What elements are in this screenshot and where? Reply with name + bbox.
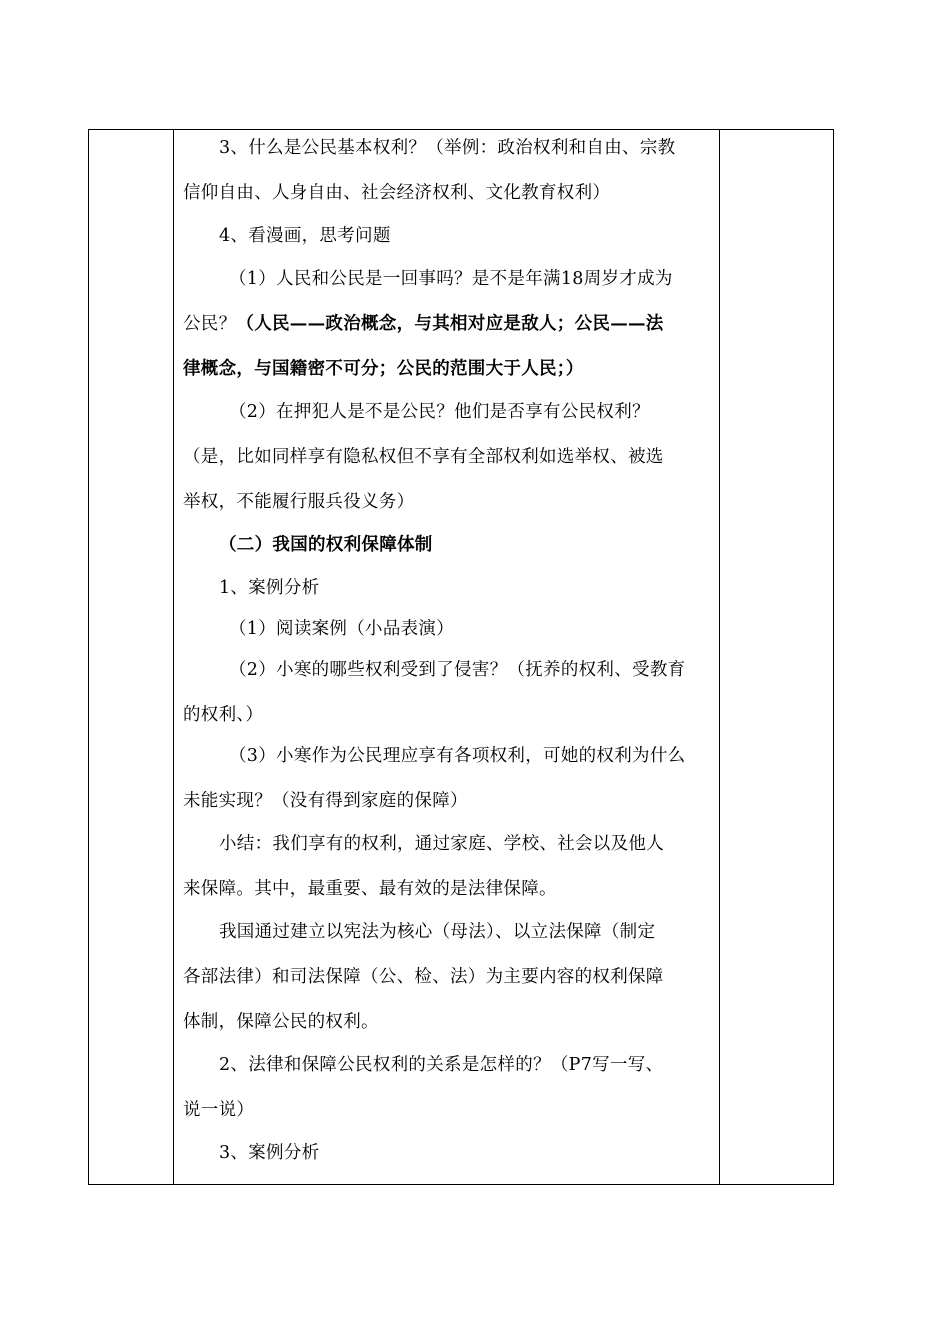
text-span: 小结：我们享有的权利，通过家庭、学校、社会以及他人 bbox=[219, 834, 664, 854]
text-span: （1）人民和公民是一回事吗？是不是年满18周岁才成为 bbox=[229, 269, 673, 289]
text-line bbox=[219, 137, 675, 159]
text-line bbox=[183, 313, 664, 335]
column-divider-right bbox=[719, 130, 720, 1184]
text-line bbox=[229, 659, 685, 681]
text-span: 1、案例分析 bbox=[219, 578, 320, 598]
text-span: （1）阅读案例（小品表演） bbox=[229, 619, 455, 639]
bold-text: （人民——政治概念，与其相对应是敌人；公民——法 bbox=[236, 314, 664, 334]
text-line bbox=[219, 833, 664, 855]
text-line bbox=[219, 577, 319, 599]
text-line bbox=[229, 268, 673, 290]
text-span: 举权，不能履行服兵役义务） bbox=[183, 492, 415, 512]
text-line bbox=[229, 745, 685, 767]
text-line bbox=[183, 491, 414, 513]
text-span: 未能实现？（没有得到家庭的保障） bbox=[183, 791, 468, 811]
text-line bbox=[183, 966, 664, 988]
text-line bbox=[219, 921, 655, 943]
text-span: 我国通过建立以宪法为核心（母法）、以立法保障（制定 bbox=[219, 922, 656, 942]
text-span: 3、案例分析 bbox=[219, 1143, 320, 1163]
text-line bbox=[183, 358, 584, 380]
text-span: 公民？ bbox=[183, 314, 237, 334]
text-line bbox=[229, 401, 650, 423]
text-line bbox=[183, 182, 610, 204]
bold-text: 律概念，与国籍密不可分；公民的范围大于人民；） bbox=[183, 359, 584, 379]
text-span: （是，比如同样享有隐私权但不享有全部权利如选举权、被选 bbox=[183, 447, 664, 467]
text-span: 各部法律）和司法保障（公、检、法）为主要内容的权利保障 bbox=[183, 967, 664, 987]
text-span: 4、看漫画，思考问题 bbox=[219, 226, 391, 246]
text-line bbox=[183, 704, 263, 726]
text-line bbox=[183, 1011, 379, 1033]
text-line bbox=[183, 446, 664, 468]
text-line bbox=[219, 534, 433, 556]
text-line bbox=[219, 1054, 663, 1076]
text-span: 3、什么是公民基本权利？（举例：政治权利和自由、宗教 bbox=[219, 138, 676, 158]
text-span: （2）小寒的哪些权利受到了侵害？（抚养的权利、受教育 bbox=[229, 660, 686, 680]
text-span: 来保障。其中，最重要、最有效的是法律保障。 bbox=[183, 879, 557, 899]
text-line bbox=[229, 618, 454, 640]
text-span: （3）小寒作为公民理应享有各项权利，可她的权利为什么 bbox=[229, 746, 686, 766]
text-span: 说一说） bbox=[183, 1100, 255, 1120]
text-span: （2）在押犯人是不是公民？他们是否享有公民权利？ bbox=[229, 402, 650, 422]
text-line bbox=[183, 878, 557, 900]
text-line bbox=[183, 1099, 254, 1121]
column-divider-left bbox=[173, 130, 174, 1184]
text-line bbox=[219, 1142, 319, 1164]
text-span: 体制，保障公民的权利。 bbox=[183, 1012, 379, 1032]
text-span: 2、法律和保障公民权利的关系是怎样的？（P7写一写、 bbox=[219, 1055, 664, 1075]
bold-text: （二）我国的权利保障体制 bbox=[219, 535, 433, 555]
text-line bbox=[183, 790, 468, 812]
text-span: 的权利、） bbox=[183, 705, 264, 725]
text-line bbox=[219, 225, 391, 247]
text-span: 信仰自由、人身自由、社会经济权利、文化教育权利） bbox=[183, 183, 611, 203]
